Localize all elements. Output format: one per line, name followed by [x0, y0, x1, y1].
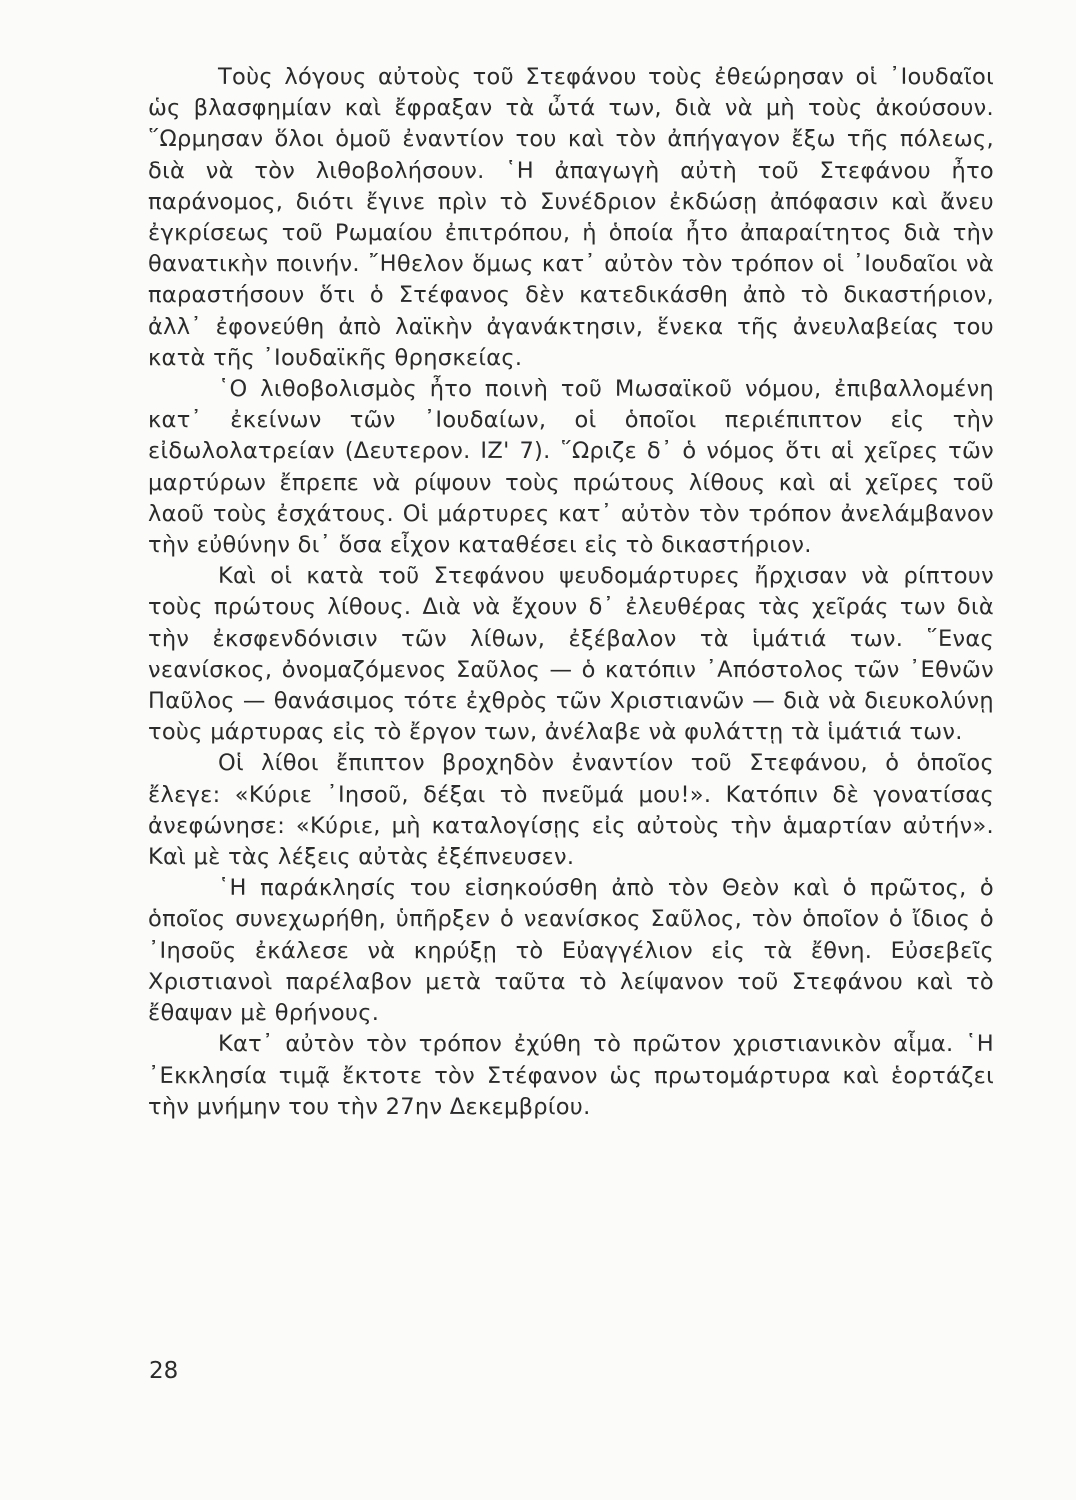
paragraph-3: Καὶ οἱ κατὰ τοῦ Στεφάνου ψευδομάρτυρες ἤρχισαν νὰ ρίπτουν τοὺς πρώτους λίθους. Διὰ νὰ ἔχουν δ᾿ ἐλευθέρας τὰς χεῖράς των διὰ τὴν ἐκσφενδόνισιν τῶν λίθων, ἐξέβαλον τὰ ἱμάτιά των. ῞Ενας νεανίσκος, ὀνομαζόμενος Σαῦλος — ὁ κατόπιν ᾿Απόστολος τῶν ᾿Εθνῶν Παῦλος — θανάσιμος τότε ἐχθρὸς τῶν Χριστιανῶν — διὰ νὰ διευκολύνῃ τοὺς μάρτυρας εἰς τὸ ἔργον των, ἀνέλαβε νὰ φυλάττῃ τὰ ἱμάτιά των.: [148, 563, 994, 746]
paragraph-6: Κατ᾿ αὐτὸν τὸν τρόπον ἐχύθη τὸ πρῶτον χριστιανικὸν αἷμα. ῾Η ᾿Εκκλησία τιμᾷ ἔκτοτε τὸν Στέφανον ὡς πρωτομάρτυρα καὶ ἑορτάζει τὴν μνήμην του τὴν 27ην Δεκεμβρίου.: [148, 1031, 994, 1120]
page-number: 28: [149, 1358, 179, 1384]
paragraph-4: Οἱ λίθοι ἔπιπτον βροχηδὸν ἐναντίον τοῦ Στεφάνου, ὁ ὁποῖος ἔλεγε: «Κύριε ᾿Ιησοῦ, δέξαι τὸ πνεῦμά μου!». Κατόπιν δὲ γονατίσας ἀνεφώνησε: «Κύριε, μὴ καταλογίσῃς εἰς αὐτοὺς τὴν ἁμαρτίαν αὐτήν». Καὶ μὲ τὰς λέξεις αὐτὰς ἐξέπνευσεν.: [148, 750, 994, 871]
paragraph-1: Τοὺς λόγους αὐτοὺς τοῦ Στεφάνου τοὺς ἐθεώρησαν οἱ ᾿Ιουδαῖοι ὡς βλασφημίαν καὶ ἔφραξαν τὰ ὦτά των, διὰ νὰ μὴ τοὺς ἀκούσουν. ῞Ωρμησαν ὅλοι ὁμοῦ ἐναντίον του καὶ τὸν ἀπήγαγον ἔξω τῆς πόλεως, διὰ νὰ τὸν λιθοβολήσουν. ῾Η ἀπαγωγὴ αὐτὴ τοῦ Στεφάνου ἦτο παράνομος, διότι ἔγινε πρὶν τὸ Συνέδριον ἐκδώσῃ ἀπόφασιν καὶ ἄνευ ἐγκρίσεως τοῦ Ρωμαίου ἐπιτρόπου, ἡ ὁποία ἦτο ἀπαραίτητος διὰ τὴν θανατικὴν ποινήν. ῎Ηθελον ὅμως κατ᾿ αὐτὸν τὸν τρόπον οἱ ᾿Ιουδαῖοι νὰ παραστήσουν ὅτι ὁ Στέφανος δὲν κατεδικάσθη ἀπὸ τὸ δικαστήριον, ἀλλ᾿ ἐφονεύθη ἀπὸ λαϊκὴν ἀγανάκτησιν, ἕνεκα τῆς ἀνευλαβείας του κατὰ τῆς ᾿Ιουδαϊκῆς θρησκείας.: [148, 64, 994, 371]
paragraph-2: ῾Ο λιθοβολισμὸς ἦτο ποινὴ τοῦ Μωσαϊκοῦ νόμου, ἐπιβαλλομένη κατ᾿ ἐκείνων τῶν ᾿Ιουδαίων, οἱ ὁποῖοι περιέπιπτον εἰς τὴν εἰδωλολατρείαν (Δευτερον. ΙΖ' 7). ῞Ωριζε δ᾿ ὁ νόμος ὅτι αἱ χεῖρες τῶν μαρτύρων ἔπρεπε νὰ ρίψουν τοὺς πρώτους λίθους καὶ αἱ χεῖρες τοῦ λαοῦ τοὺς ἐσχάτους. Οἱ μάρτυρες κατ᾿ αὐτὸν τὸν τρόπον ἀνελάμβανον τὴν εὐθύνην δι᾿ ὅσα εἶχον καταθέσει εἰς τὸ δικαστήριον.: [148, 376, 994, 559]
body-text: [148, 62, 994, 1123]
paragraph-5: ῾Η παράκλησίς του εἰσηκούσθη ἀπὸ τὸν Θεὸν καὶ ὁ πρῶτος, ὁ ὁποῖος συνεχωρήθη, ὑπῆρξεν ὁ νεανίσκος Σαῦλος, τὸν ὁποῖον ὁ ἴδιος ὁ ᾿Ιησοῦς ἐκάλεσε νὰ κηρύξῃ τὸ Εὐαγγέλιον εἰς τὰ ἔθνη. Εὐσεβεῖς Χριστιανοὶ παρέλαβον μετὰ ταῦτα τὸ λείψανον τοῦ Στεφάνου καὶ τὸ ἔθαψαν μὲ θρήνους.: [148, 875, 994, 1027]
